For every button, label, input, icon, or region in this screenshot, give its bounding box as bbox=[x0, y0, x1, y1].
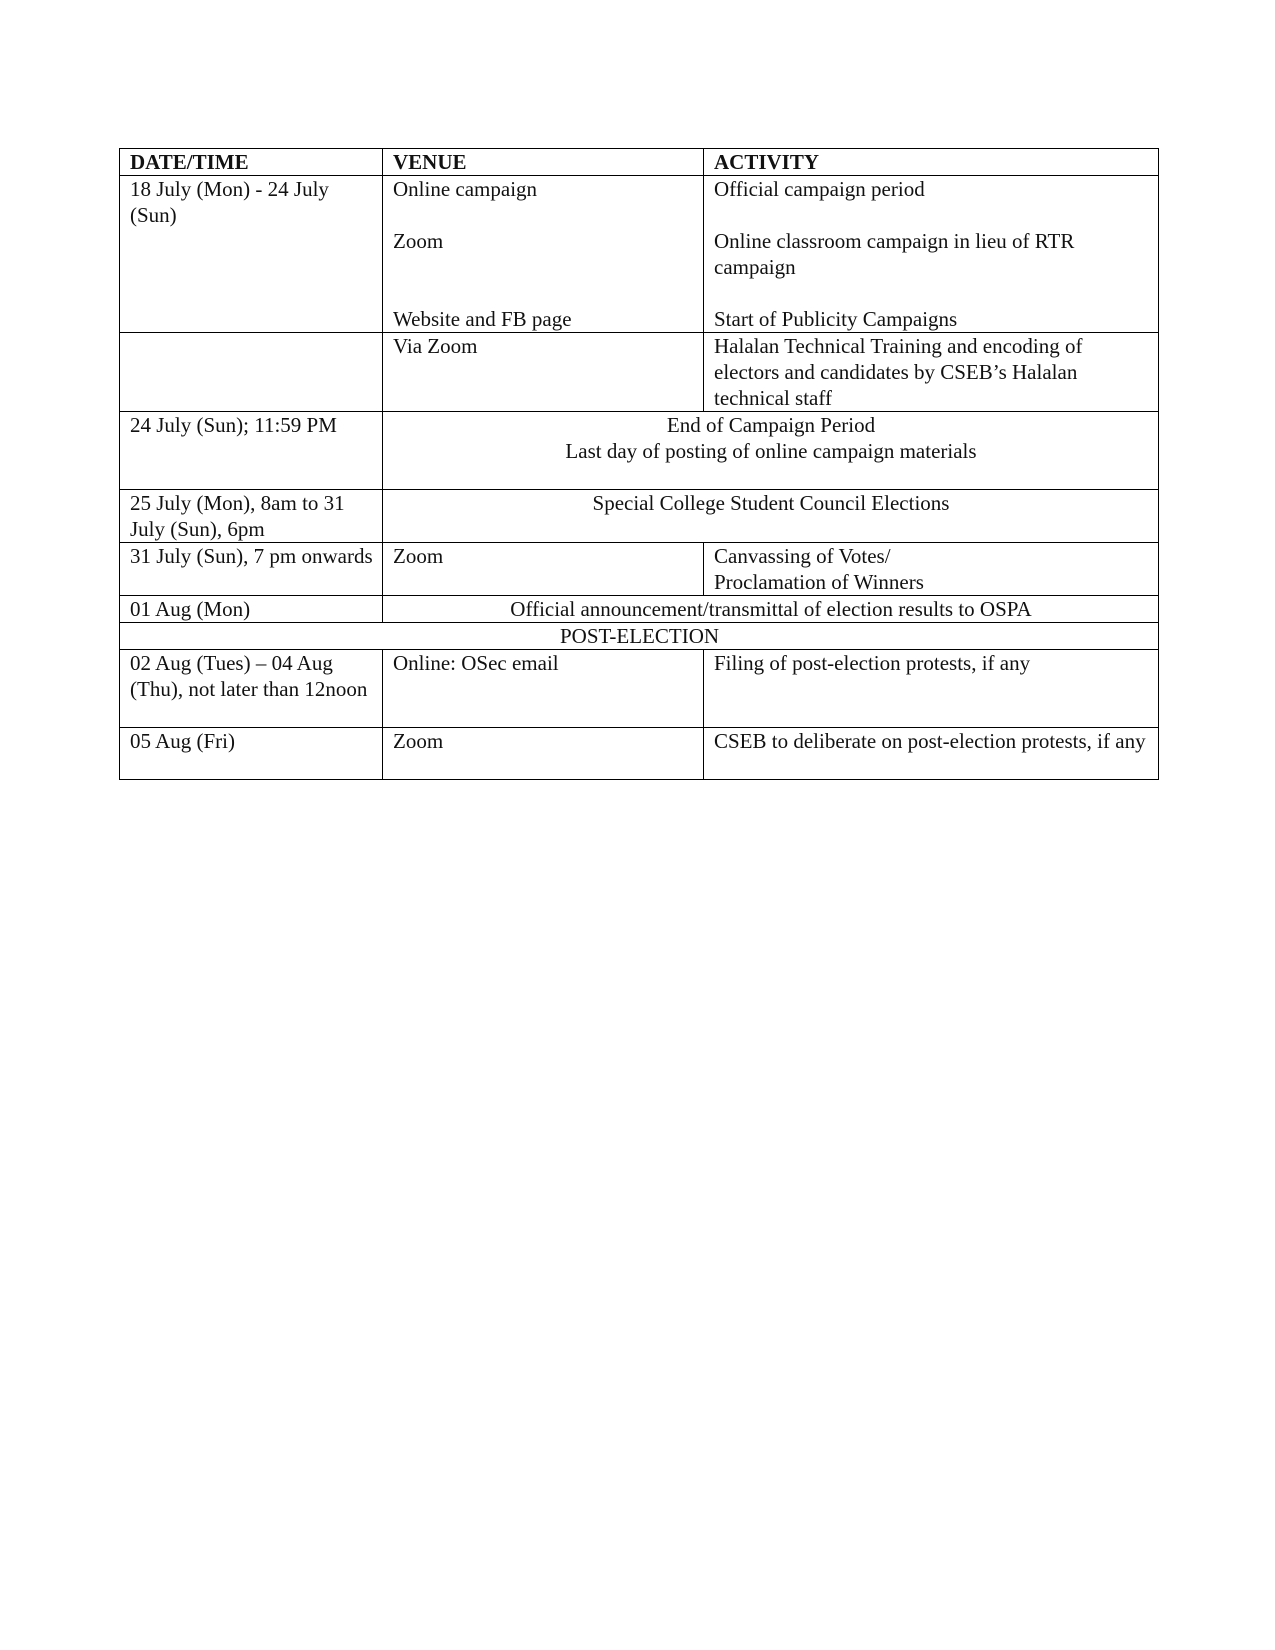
activity-cell bbox=[704, 176, 1159, 333]
venue-cell: Via Zoom bbox=[383, 333, 704, 412]
activity-line: Proclamation of Winners bbox=[714, 570, 924, 594]
merged-line: End of Campaign Period bbox=[666, 413, 876, 437]
venue-line: Website and FB page bbox=[393, 307, 572, 331]
venue-cell: Zoom bbox=[383, 728, 704, 780]
table-row bbox=[120, 176, 1159, 333]
date-cell: 18 July (Mon) - 24 July (Sun) bbox=[120, 176, 383, 333]
activity-cell: Filing of post-election protests, if any bbox=[704, 650, 1159, 728]
activity-cell bbox=[704, 543, 1159, 596]
table-row bbox=[120, 596, 1159, 623]
activity-line: Official campaign period bbox=[714, 177, 925, 201]
merged-cell bbox=[383, 412, 1159, 490]
date-cell: 02 Aug (Tues) – 04 Aug (Thu), not later than 12noon bbox=[120, 650, 383, 728]
activity-line: Canvassing of Votes/ bbox=[714, 544, 891, 568]
venue-line: Zoom bbox=[393, 229, 444, 253]
section-row bbox=[120, 623, 1159, 650]
table-header-row bbox=[120, 149, 1159, 176]
table-row bbox=[120, 333, 1159, 412]
venue-cell: Online: OSec email bbox=[383, 650, 704, 728]
date-cell: 24 July (Sun); 11:59 PM bbox=[120, 412, 383, 490]
activity-line: Start of Publicity Campaigns bbox=[714, 307, 958, 331]
date-cell: 25 July (Mon), 8am to 31 July (Sun), 6pm bbox=[120, 490, 383, 543]
merged-line: Last day of posting of online campaign materials bbox=[565, 439, 977, 463]
activity-cell: Halalan Technical Training and encoding of electors and candidates by CSEB’s Halalan technical staff bbox=[704, 333, 1159, 412]
date-cell: 05 Aug (Fri) bbox=[120, 728, 383, 780]
venue-cell: Zoom bbox=[383, 543, 704, 596]
header-venue: VENUE bbox=[383, 149, 704, 176]
date-cell: 31 July (Sun), 7 pm onwards bbox=[120, 543, 383, 596]
activity-cell: CSEB to deliberate on post-election protests, if any bbox=[704, 728, 1159, 780]
table-row bbox=[120, 490, 1159, 543]
merged-cell: Special College Student Council Elections bbox=[383, 490, 1159, 543]
table-row bbox=[120, 650, 1159, 728]
venue-cell bbox=[383, 176, 704, 333]
date-cell: 01 Aug (Mon) bbox=[120, 596, 383, 623]
table-row bbox=[120, 728, 1159, 780]
schedule-table bbox=[119, 148, 1159, 780]
section-heading: POST-ELECTION bbox=[120, 623, 1159, 650]
merged-cell: Official announcement/transmittal of election results to OSPA bbox=[383, 596, 1159, 623]
venue-line: Online campaign bbox=[393, 177, 538, 201]
header-date: DATE/TIME bbox=[120, 149, 383, 176]
header-activity: ACTIVITY bbox=[704, 149, 1159, 176]
table-row bbox=[120, 543, 1159, 596]
activity-line: Online classroom campaign in lieu of RTR campaign bbox=[714, 229, 1075, 279]
date-cell bbox=[120, 333, 383, 412]
table-row bbox=[120, 412, 1159, 490]
